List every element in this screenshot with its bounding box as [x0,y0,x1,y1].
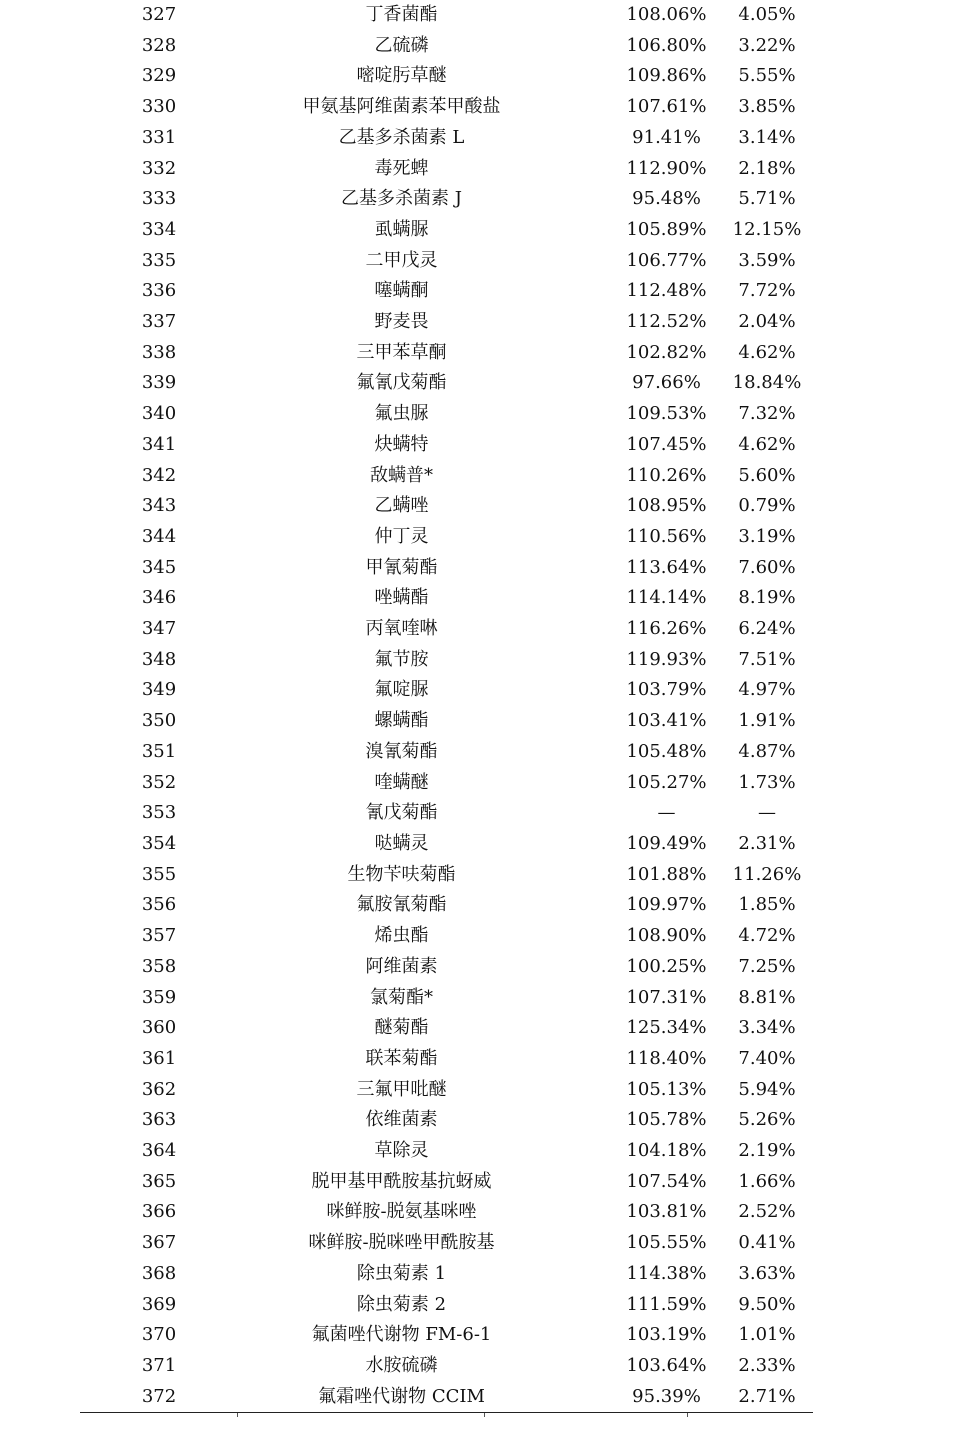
recovery-table [80,0,813,1413]
table-row [80,430,813,461]
recovery-value: 109.53% [626,403,707,425]
rsd-value: 3.14% [738,126,796,148]
rsd-cell [738,768,813,799]
table-row [80,491,813,522]
compound-name: 联苯菊酯 [365,1047,438,1069]
recovery-value: 112.52% [626,311,707,333]
table-row [80,890,813,921]
rsd-value: 4.97% [738,679,796,701]
recovery-value: 112.90% [626,157,707,179]
rsd-value: 2.33% [738,1354,796,1376]
recovery-value: 110.26% [626,464,707,486]
recovery-value: 100.25% [626,955,707,977]
table-row [80,768,813,799]
table-row [80,1013,813,1044]
row-number: 363 [141,1109,177,1131]
rsd-cell [738,1351,813,1382]
compound-name: 炔螨特 [374,433,429,455]
row-number: 368 [141,1262,177,1284]
recovery-value: 107.54% [626,1170,707,1192]
recovery-value: 108.90% [626,925,707,947]
recovery-value: 107.61% [626,96,707,118]
rsd-value: 2.04% [738,311,796,333]
compound-name: 咪鲜胺-脱氨基咪唑 [326,1201,477,1223]
rsd-value: 1.73% [738,771,796,793]
table-row [80,1044,813,1075]
rsd-cell [738,0,813,31]
row-number: 354 [141,832,177,854]
row-number: 332 [141,157,177,179]
rsd-cell [738,92,813,123]
table-row [80,368,813,399]
row-number: 343 [141,495,177,517]
compound-name: 咪鲜胺-脱咪唑甲酰胺基 [308,1232,495,1254]
rsd-value: 0.79% [738,495,796,517]
table-row [80,1167,813,1198]
rsd-cell [738,1136,813,1167]
rsd-cell [758,798,813,829]
rsd-cell [738,1382,813,1413]
rsd-cell [738,338,813,369]
rsd-cell [738,307,813,338]
rsd-value: 3.19% [738,525,796,547]
compound-name: 烯虫酯 [374,925,429,947]
row-number: 348 [141,648,177,670]
table-row [80,123,813,154]
compound-name: 乙基多杀菌素 J [341,188,462,210]
compound-name: 丁香菌酯 [365,4,438,25]
rsd-value: 2.52% [738,1201,796,1223]
rsd-value: 11.26% [732,863,802,885]
rsd-cell [738,522,813,553]
recovery-value: 106.77% [626,249,707,271]
recovery-value: 118.40% [626,1047,707,1069]
recovery-value: 111.59% [626,1293,707,1315]
column-tick [237,1413,238,1417]
compound-name: 氟菌唑代谢物 FM-6-1 [311,1324,492,1346]
rsd-cell [738,1320,813,1351]
compound-name: 氟啶脲 [374,679,429,701]
table-bottom-ticks [80,1413,813,1417]
row-number: 353 [141,802,177,824]
recovery-value: 103.19% [626,1324,707,1346]
row-number: 365 [141,1170,177,1192]
recovery-value: 103.81% [626,1201,707,1223]
compound-name: 乙基多杀菌素 L [338,126,465,148]
recovery-value: 105.48% [626,740,707,762]
table-row [80,246,813,277]
recovery-value: 97.66% [632,372,701,394]
compound-name: 氰戊菊酯 [365,802,438,824]
rsd-cell [738,706,813,737]
compound-name: 三甲苯草酮 [356,341,447,363]
recovery-value: 95.39% [565,1382,768,1413]
rsd-cell [738,645,813,676]
row-number: 342 [141,464,177,486]
compound-name: 除虫菊素 2 [356,1293,447,1315]
rsd-cell [738,583,813,614]
rsd-value: 3.63% [738,1262,796,1284]
rsd-cell [738,1228,813,1259]
rsd-value: 4.72% [738,925,796,947]
rsd-value: 7.72% [738,280,796,302]
row-number: 328 [141,34,177,56]
recovery-value: 108.06% [626,4,707,25]
rsd-value: 2.18% [738,157,796,179]
row-number: 334 [141,218,177,240]
rsd-value: 5.55% [738,65,796,87]
compound-name: 螺螨酯 [374,710,429,732]
compound-name: 丙氧喹啉 [365,618,438,640]
compound-name: 唑螨酯 [374,587,429,609]
row-number: 364 [141,1140,177,1162]
table-body [80,0,813,1413]
rsd-value: 8.19% [738,587,796,609]
row-number: 349 [141,679,177,701]
rsd-value: 5.71% [738,188,796,210]
row-number: 339 [141,372,177,394]
rsd-value: 7.40% [738,1047,796,1069]
recovery-value: 105.89% [626,218,707,240]
row-number: 352 [141,771,177,793]
rsd-value: 5.26% [738,1109,796,1131]
recovery-value: — [657,802,676,824]
row-number: 355 [141,863,177,885]
row-number: 344 [141,525,177,547]
rsd-cell [738,829,813,860]
rsd-value: 1.01% [738,1324,796,1346]
rsd-value: 4.05% [738,4,796,25]
rsd-value: 2.19% [738,1140,796,1162]
rsd-value: 18.84% [732,372,802,394]
recovery-value: 91.41% [632,126,701,148]
rsd-cell [738,737,813,768]
recovery-value: 105.13% [626,1078,707,1100]
table-row [80,583,813,614]
table-row [80,1351,813,1382]
compound-name: 阿维菌素 [365,955,438,977]
rsd-cell [738,1013,813,1044]
table-row [80,1197,813,1228]
recovery-value: 101.88% [626,863,707,885]
compound-name: 脱甲基甲酰胺基抗蚜威 [311,1170,492,1192]
row-number: 357 [141,925,177,947]
recovery-value: 109.97% [626,894,707,916]
row-number: 331 [141,126,177,148]
compound-name: 喹螨醚 [374,771,429,793]
rsd-cell [738,1197,813,1228]
row-number: 366 [141,1201,177,1223]
rsd-cell [738,31,813,62]
row-number: 351 [141,740,177,762]
row-number: 336 [141,280,177,302]
row-number: 341 [141,433,177,455]
rsd-cell [738,1105,813,1136]
rsd-cell [738,1167,813,1198]
recovery-value: 106.80% [626,34,707,56]
table-row [80,829,813,860]
recovery-value: 105.78% [626,1109,707,1131]
rsd-value: 1.85% [738,894,796,916]
column-tick [687,1413,688,1417]
compound-name: 氟胺氰菊酯 [356,894,447,916]
compound-name: 乙硫磷 [374,34,429,56]
row-number: 371 [141,1354,177,1376]
rsd-value: 0.41% [738,1232,796,1254]
recovery-value: 119.93% [626,648,707,670]
row-number: 346 [141,587,177,609]
table-row [80,798,813,829]
compound-name: 虱螨脲 [374,218,429,240]
rsd-value: 3.34% [738,1017,796,1039]
row-number: 340 [141,403,177,425]
rsd-cell [738,246,813,277]
recovery-value: 125.34% [626,1017,707,1039]
table-row [80,1259,813,1290]
row-number: 362 [141,1078,177,1100]
row-number: 330 [141,96,177,118]
rsd-value: 4.87% [738,740,796,762]
recovery-value: 105.27% [626,771,707,793]
table-row [80,1320,813,1351]
compound-name: 二甲戊灵 [365,249,438,271]
rsd-value: 7.51% [738,648,796,670]
compound-name: 三氟甲吡醚 [356,1078,447,1100]
table-row [80,1075,813,1106]
rsd-cell [732,215,813,246]
recovery-value: 108.95% [626,495,707,517]
recovery-value: 103.41% [626,710,707,732]
table-row [80,614,813,645]
row-number: 345 [141,556,177,578]
table-row [80,461,813,492]
rsd-value: 3.59% [738,249,796,271]
rsd-value: 7.60% [738,556,796,578]
rsd-value: 5.94% [738,1078,796,1100]
table-row [80,921,813,952]
rsd-cell [738,461,813,492]
table-row [80,399,813,430]
recovery-value: 105.55% [626,1232,707,1254]
row-number: 327 [141,4,177,25]
compound-name: 甲氨基阿维菌素苯甲酸盐 [302,96,501,118]
rsd-cell [738,184,813,215]
table-row [80,0,813,31]
row-number: 333 [141,188,177,210]
table-row [80,1105,813,1136]
compound-name: 仲丁灵 [374,525,429,547]
table-row [80,184,813,215]
rsd-value: — [758,802,776,824]
compound-name: 氟节胺 [374,648,429,670]
compound-name: 氟氰戊菊酯 [356,372,447,394]
rsd-value: 3.22% [738,34,796,56]
rsd-cell [738,491,813,522]
rsd-value: 2.71% [738,1385,796,1407]
compound-name: 氟霜唑代谢物 CCIM [238,1382,565,1413]
rsd-value: 6.24% [738,618,796,640]
table-row [80,215,813,246]
table-row [80,1290,813,1321]
column-tick [484,1413,485,1417]
table-row [80,706,813,737]
rsd-cell [738,123,813,154]
recovery-value: 109.49% [626,832,707,854]
table-row [80,92,813,123]
recovery-value: 109.86% [626,65,707,87]
rsd-value: 1.91% [738,710,796,732]
recovery-value: 112.48% [626,280,707,302]
rsd-cell [738,276,813,307]
row-number: 369 [141,1293,177,1315]
rsd-cell [738,890,813,921]
table-row [80,952,813,983]
compound-name: 哒螨灵 [374,832,429,854]
rsd-cell [738,399,813,430]
row-number: 361 [141,1047,177,1069]
rsd-cell [738,1290,813,1321]
recovery-value: 107.45% [626,433,707,455]
recovery-value: 113.64% [626,556,707,578]
compound-name: 生物苄呋菊酯 [347,863,456,885]
table-row [80,1382,813,1413]
table-row [80,1228,813,1259]
rsd-value: 9.50% [738,1293,796,1315]
rsd-value: 2.31% [738,832,796,854]
rsd-value: 4.62% [738,341,796,363]
row-number: 358 [141,955,177,977]
table-row [80,307,813,338]
rsd-value: 1.66% [738,1170,796,1192]
table-row [80,276,813,307]
compound-name: 氯菊酯* [370,986,433,1008]
table-row [80,645,813,676]
rsd-value: 12.15% [732,218,802,240]
compound-name: 草除灵 [374,1140,429,1162]
rsd-cell [738,1044,813,1075]
compound-name: 溴氰菊酯 [365,740,438,762]
table-row [80,1136,813,1167]
compound-name: 氟虫脲 [374,403,429,425]
rsd-cell [738,553,813,584]
table-row [80,31,813,62]
recovery-value: 104.18% [626,1140,707,1162]
row-number: 372 [80,1382,238,1413]
rsd-value: 7.25% [738,955,796,977]
results-table-container [80,0,813,1413]
rsd-value: 8.81% [738,986,796,1008]
compound-name: 野麦畏 [374,311,429,333]
compound-name: 甲氰菊酯 [365,556,438,578]
rsd-cell [738,921,813,952]
rsd-cell [738,430,813,461]
table-row [80,338,813,369]
compound-name: 醚菊酯 [374,1017,429,1039]
rsd-cell [738,61,813,92]
compound-name: 依维菌素 [365,1109,438,1131]
row-number: 337 [141,311,177,333]
rsd-cell [738,983,813,1014]
rsd-cell [738,675,813,706]
rsd-cell [738,154,813,185]
rsd-cell [732,860,813,891]
row-number: 356 [141,894,177,916]
recovery-value: 114.38% [626,1262,707,1284]
row-number: 347 [141,618,177,640]
rsd-value: 3.85% [738,96,796,118]
table-row [80,860,813,891]
row-number: 350 [141,710,177,732]
row-number: 335 [141,249,177,271]
row-number: 370 [141,1324,177,1346]
compound-name: 乙螨唑 [374,495,429,517]
row-number: 360 [141,1017,177,1039]
recovery-value: 103.64% [626,1354,707,1376]
rsd-cell [738,1259,813,1290]
row-number: 359 [141,986,177,1008]
table-row [80,522,813,553]
recovery-value: 95.48% [632,188,701,210]
recovery-value: 107.31% [626,986,707,1008]
compound-name: 水胺硫磷 [365,1354,438,1376]
rsd-cell [738,614,813,645]
table-row [80,61,813,92]
compound-name: 敌螨普* [370,464,433,486]
table-row [80,983,813,1014]
compound-name: 毒死蜱 [374,157,429,179]
rsd-value: 7.32% [738,403,796,425]
row-number: 329 [141,65,177,87]
table-row [80,737,813,768]
rsd-value: 4.62% [738,433,796,455]
recovery-value: 102.82% [626,341,707,363]
recovery-value: 114.14% [626,587,707,609]
rsd-cell [732,368,813,399]
row-number: 367 [141,1232,177,1254]
compound-name: 噻螨酮 [374,280,429,302]
rsd-cell [738,1075,813,1106]
compound-name: 除虫菊素 1 [356,1262,447,1284]
recovery-value: 103.79% [626,679,707,701]
table-row [80,675,813,706]
compound-name: 嘧啶肟草醚 [356,65,447,87]
rsd-cell [738,952,813,983]
table-row [80,154,813,185]
table-row [80,553,813,584]
row-number: 338 [141,341,177,363]
recovery-value: 110.56% [626,525,707,547]
rsd-value: 5.60% [738,464,796,486]
recovery-value: 116.26% [626,618,707,640]
